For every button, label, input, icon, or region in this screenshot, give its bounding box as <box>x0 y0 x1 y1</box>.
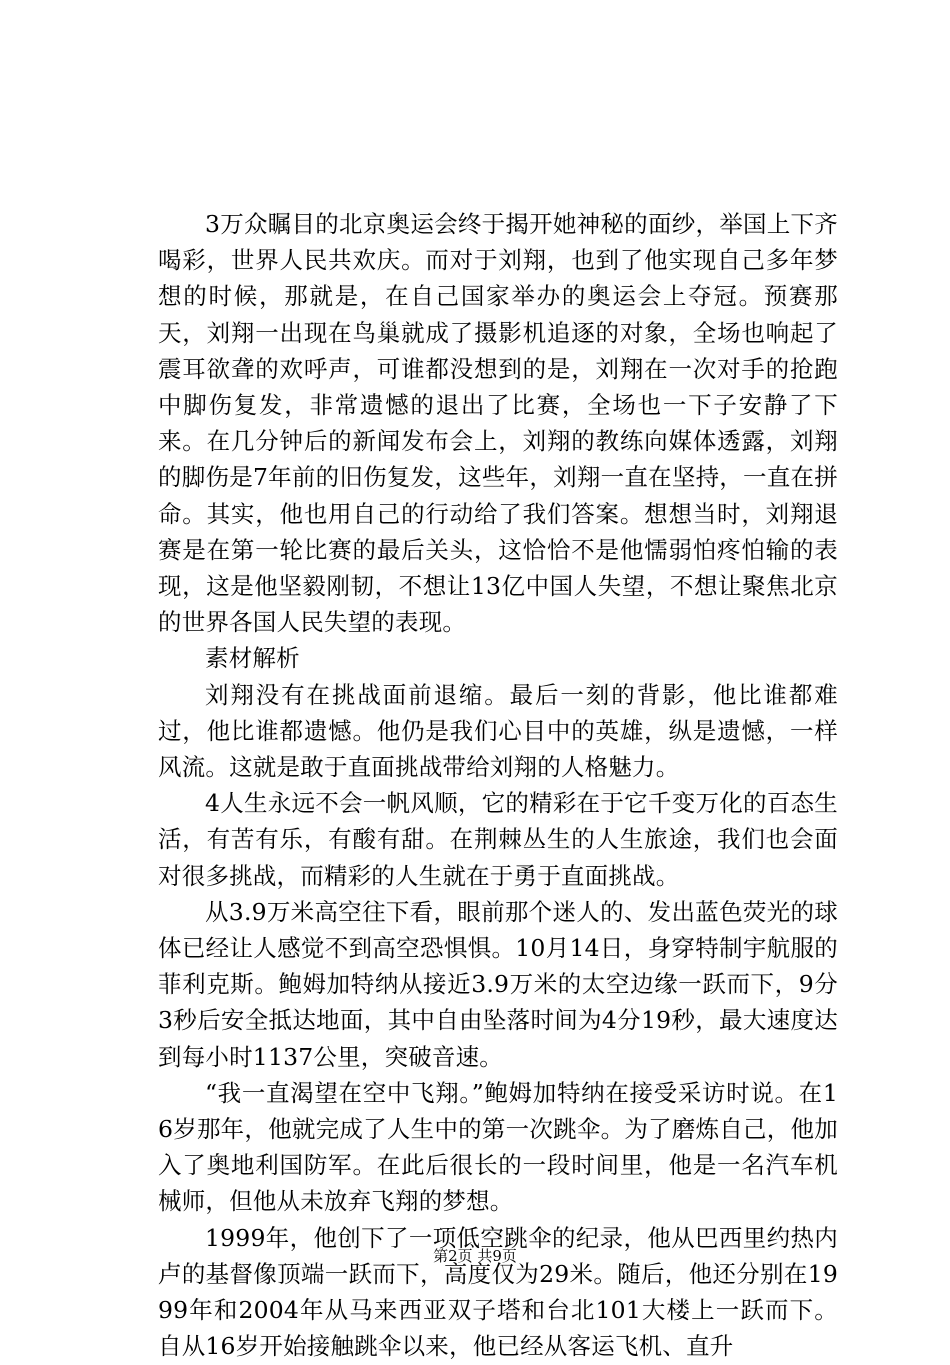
document-body <box>158 206 838 1365</box>
page-footer <box>0 1246 950 1266</box>
paragraph-baumgartner-records: 1999年，他创下了一项低空跳伞的纪录，他从巴西里约热内卢的基督像顶端一跃而下，高度仅为29米。随后，他还分别在1999年和2004年从马来西亚双子塔和台北101大楼上一跃而下。自从16岁开始接触跳伞以来，他已经从客运飞机、直升 <box>158 1223 838 1361</box>
paragraph-baumgartner-jump: 从3.9万米高空往下看，眼前那个迷人的、发出蓝色荧光的球体已经让人感觉不到高空恐惧惧。10月14日，身穿特制宇航服的菲利克斯。鲍姆加特纳从接近3.9万米的太空边缘一跃而下，9分3秒后安全抵达地面，其中自由坠落时间为4分19秒，最大速度达到每小时1137公里，突破音速。 <box>158 897 838 1071</box>
paragraph-point-four: 4人生永远不会一帆风顺，它的精彩在于它千变万化的百态生活，有苦有乐，有酸有甜。在荆棘丛生的人生旅途，我们也会面对很多挑战，而精彩的人生就在于勇于直面挑战。 <box>158 789 838 890</box>
paragraph-liuxiang-story: 3万众瞩目的北京奥运会终于揭开她神秘的面纱，举国上下齐喝彩，世界人民共欢庆。而对于刘翔，也到了他实现自己多年梦想的时候，那就是，在自己国家举办的奥运会上夺冠。预赛那天，刘翔一出现在鸟巢就成了摄影机追逐的对象，全场也响起了震耳欲聋的欢呼声，可谁都没想到的是，刘翔在一次对手的抢跑中脚伤复发，非常遗憾的退出了比赛，全场也一下子安静了下来。在几分钟后的新闻发布会上，刘翔的教练向媒体透露，刘翔的脚伤是7年前的旧伤复发，这些年，刘翔一直在坚持，一直在拼命。其实，他也用自己的行动给了我们答案。想想当时，刘翔退赛是在第一轮比赛的最后关头，这恰恰不是他懦弱怕疼怕输的表现，这是他坚毅刚韧，不想让13亿中国人失望，不想让聚焦北京的世界各国人民失望的表现。 <box>158 210 838 637</box>
page-number: 第2页 共9页 <box>433 1247 517 1265</box>
paragraph-baumgartner-quote: “我一直渴望在空中飞翔。”鲍姆加特纳在接受采访时说。在16岁那年，他就完成了人生中的第一次跳伞。为了磨炼自己，他加入了奥地利国防军。在此后很长的一段时间里，他是一名汽车机械师，但他从未放弃飞翔的梦想。 <box>158 1078 838 1216</box>
paragraph-material-analysis-heading: 素材解析 <box>205 644 300 673</box>
paragraph-material-analysis: 刘翔没有在挑战面前退缩。最后一刻的背影，他比谁都难过，他比谁都遗憾。他仍是我们心目中的英雄，纵是遗憾，一样风流。这就是敢于直面挑战带给刘翔的人格魅力。 <box>158 680 838 782</box>
